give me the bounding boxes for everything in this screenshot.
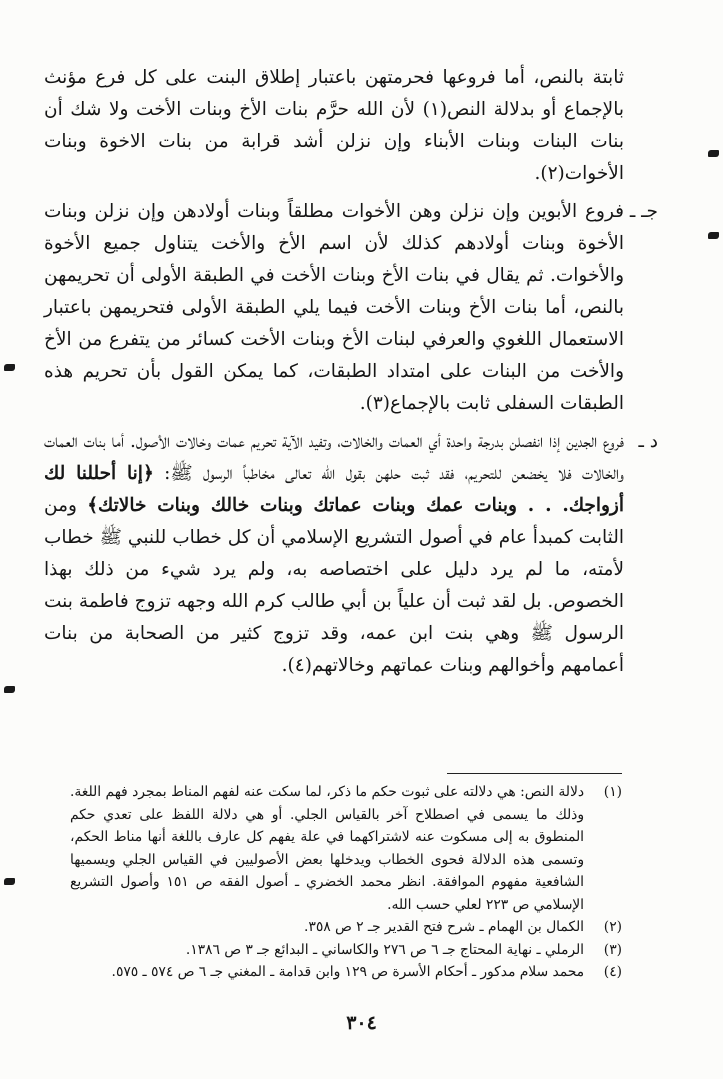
paragraph-jim bbox=[44, 196, 658, 420]
paragraph-text: ثابتة بالنص، أما فروعها فحرمتهن باعتبار إطلاق البنت على كل فرع مؤنث بالإجماع أو بدلالة النص(١) لأن الله حرَّم بنات الأخ وبنات الأخت ولا شك أن بنات البنات وبنات الأبناء وإن نزلن أشد قرابة من بنات الاخوة وبنات الأخوات(٢). bbox=[44, 67, 624, 184]
scan-edge-mark bbox=[4, 686, 15, 693]
scan-edge-mark bbox=[708, 232, 719, 239]
paragraph-text-after-quote: ومن الثابت كمبدأ عام في أصول التشريع الإسلامي أن كل خطاب للنبي ﷺ خطاب لأمته، ما لم يرد دليل على اختصاصه به، ولم يرد شيء من ذلك بهذا الخصوص. بل لقد ثبت أن علياً بن أبي طالب كرم الله وجهه تزوج فاطمة بنت الرسول ﷺ وهي بنت ابن عمه، وقد تزوج كثير من الصحابة من بنات أعمامهم وأخوالهم وبنات عماتهم وخالاتهم(٤). bbox=[44, 495, 624, 676]
footnote-text: دلالة النص: هي دلالته على ثبوت حكم ما ذكر، لما سكت عنه لفهم المناط بمجرد فهم اللغة. وذلك ما يسمى في اصطلاح آخر بالقياس الجلي. أو هي دلالة اللفظ على تعدي حكم المنطوق به إلى مسكوت عنه لاشتراكهما في علة يفهم كل عارف باللغة أنها مناط الحكم، وتسمى هذه الدلالة فحوى الخطاب ويدخلها بعض الأصوليين في القياس الجلي ويسميها الشافعية مفهوم الموافقة. انظر محمد الخضري ـ أصول الفقه ص ١٥١ وأصول التشريع الإسلامي ص ٢٢٣ لعلي حسب الله. bbox=[70, 784, 584, 913]
quran-quote: ﴿إنا أحللنا لك أزواجك. . . وبنات عمك وبنات عماتك وبنات خالك وبنات خالاتك﴾ bbox=[44, 463, 624, 516]
scan-edge-mark bbox=[4, 364, 15, 371]
scan-edge-mark bbox=[708, 150, 719, 157]
footnote-2 bbox=[70, 916, 622, 939]
footnote-number: (٤) bbox=[603, 964, 622, 980]
footnote-divider bbox=[447, 773, 622, 774]
footnote-number: (٣) bbox=[603, 941, 622, 958]
paragraph-label-dal: د ـ bbox=[638, 431, 658, 452]
main-text bbox=[44, 62, 658, 688]
paragraph-text-before-quote: فروع الجدين إذا انفصلن بدرجة واحدة أي العمات والخالات، وتفيد الآية تحريم عمات وخالات الأصول. أما بنات العمات والخالات فلا يخضعن للتحريم، فقد ثبت حلهن بقول الله تعالى مخاطباً الرسول ﷺ: bbox=[44, 431, 625, 484]
footnote-number: (١) bbox=[603, 784, 622, 800]
footnote-number: (٢) bbox=[603, 919, 622, 935]
footnote-1 bbox=[70, 781, 622, 916]
footnote-4 bbox=[70, 961, 622, 984]
footnote-text: الرملي ـ نهاية المحتاج جـ ٦ ص ٢٧٦ والكاساني ـ البدائع جـ ٣ ص ١٣٨٦. bbox=[185, 941, 584, 958]
paragraph-dal bbox=[44, 426, 658, 682]
footnote-text: محمد سلام مدكور ـ أحكام الأسرة ص ١٢٩ وابن قدامة ـ المغني جـ ٦ ص ٥٧٤ ـ ٥٧٥. bbox=[111, 964, 584, 980]
paragraph-label-jim: جـ ـ bbox=[629, 201, 658, 222]
paragraph-intro bbox=[44, 62, 624, 190]
footnotes bbox=[70, 781, 622, 984]
footnote-text: الكمال بن الهمام ـ شرح فتح القدير جـ ٢ ص ٣٥٨. bbox=[304, 919, 584, 935]
scan-edge-mark bbox=[4, 878, 15, 885]
footnote-3 bbox=[70, 939, 622, 962]
paragraph-text: فروع الأبوين وإن نزلن وهن الأخوات مطلقاً وبنات أولادهن وإن نزلن وبنات الأخوة وبنات أولادهم كذلك لأن اسم الأخ والأخت يتناول جميع الأخوة والأخوات. ثم يقال في بنات الأخ وبنات الأخت في الطبقة الأولى أن تحريمهن بالنص، أما بنات الأخ وبنات الأخت فيما يلي الطبقة الأولى فتحريمهن باعتبار الاستعمال اللغوي والعرفي لبنات الأخ وبنات الأخت كسائر من يتفرع من الأخ والأخت من البنات على امتداد الطبقات، كما يمكن القول بأن تحريم هذه الطبقات السفلى ثابت بالإجماع(٣). bbox=[44, 201, 624, 414]
page-number: ٣٠٤ bbox=[346, 1012, 377, 1034]
